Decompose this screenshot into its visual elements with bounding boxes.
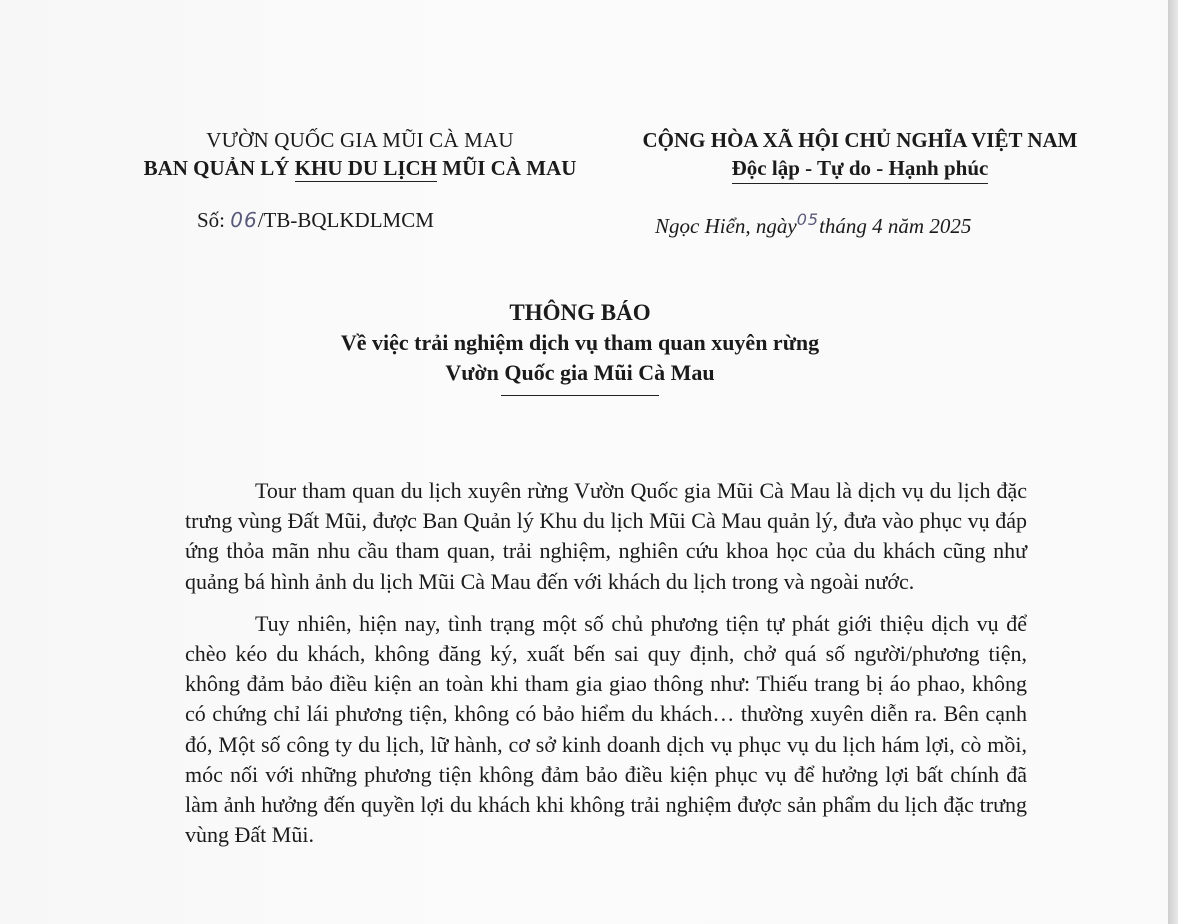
handwritten-number: 06 xyxy=(230,208,258,232)
body-paragraph-1: Tour tham quan du lịch xuyên rừng Vườn Quốc gia Mũi Cà Mau là dịch vụ du lịch đặc trưng vùng Đất Mũi, được Ban Quản lý Khu du lịch Mũi Cà Mau quản lý, đưa vào phục vụ đáp ứng thỏa mãn nhu cầu tham quan, trải nghiệm, nghiên cứu khoa học của du khách cũng như quảng bá hình ảnh du lịch Mũi Cà Mau đến với khách du lịch trong và ngoài nước. xyxy=(185,478,1027,594)
body-paragraph-2: Tuy nhiên, hiện nay, tình trạng một số chủ phương tiện tự phát giới thiệu dịch vụ để chèo kéo du khách, không đăng ký, xuất bến sai quy định, chở quá số người/phương tiện, không đảm bảo điều kiện an toàn khi tham gia giao thông như: Thiếu trang bị áo phao, không có chứng chỉ lái phương tiện, không có bảo hiểm du khách… thường xuyên diễn ra. Bên cạnh đó, Một số công ty du lịch, lữ hành, cơ sở kinh doanh dịch vụ phục vụ du lịch hám lợi, cò mồi, móc nối với những phương tiện không đảm bảo điều kiện phục vụ để hưởng lợi bất chính đã làm ảnh hưởng đến quyền lợi du khách khi không trải nghiệm được sản phẩm du lịch đặc trưng vùng Đất Mũi. xyxy=(185,610,1027,848)
issuing-agency xyxy=(110,126,610,182)
notice-subject-line2: Vườn Quốc gia Mũi Cà Mau xyxy=(445,360,715,385)
doc-number-prefix: Số: xyxy=(197,208,226,232)
title-divider xyxy=(501,395,659,396)
document-number xyxy=(197,208,434,233)
notice-body xyxy=(185,476,1027,862)
notice-subject-line1: Về việc trải nghiệm dịch vụ tham quan xuyên rừng xyxy=(340,330,820,355)
agency-name-part1: BAN QUẢN LÝ xyxy=(143,156,295,180)
place-and-date xyxy=(655,210,971,239)
parent-agency-name: VƯỜN QUỐC GIA MŨI CÀ MAU xyxy=(206,128,514,152)
notice-title: THÔNG BÁO xyxy=(509,300,651,325)
country-name: CỘNG HÒA XÃ HỘI CHỦ NGHĨA VIỆT NAM xyxy=(642,128,1078,152)
doc-number-suffix: /TB-BQLKDLMCM xyxy=(257,208,434,232)
handwritten-day: 05 xyxy=(796,210,820,229)
agency-name-part2: MŨI CÀ MAU xyxy=(437,156,577,180)
national-motto: Độc lập - Tự do - Hạnh phúc xyxy=(732,154,989,184)
agency-name xyxy=(110,154,610,182)
national-heading xyxy=(610,126,1110,184)
national-motto-wrap xyxy=(610,154,1110,184)
page-edge xyxy=(1168,0,1178,924)
date-suffix: tháng 4 năm 2025 xyxy=(819,214,972,238)
notice-title-block xyxy=(140,298,1020,396)
date-prefix: Ngọc Hiển, ngày xyxy=(655,214,797,238)
agency-name-underlined: KHU DU LỊCH xyxy=(294,156,438,180)
